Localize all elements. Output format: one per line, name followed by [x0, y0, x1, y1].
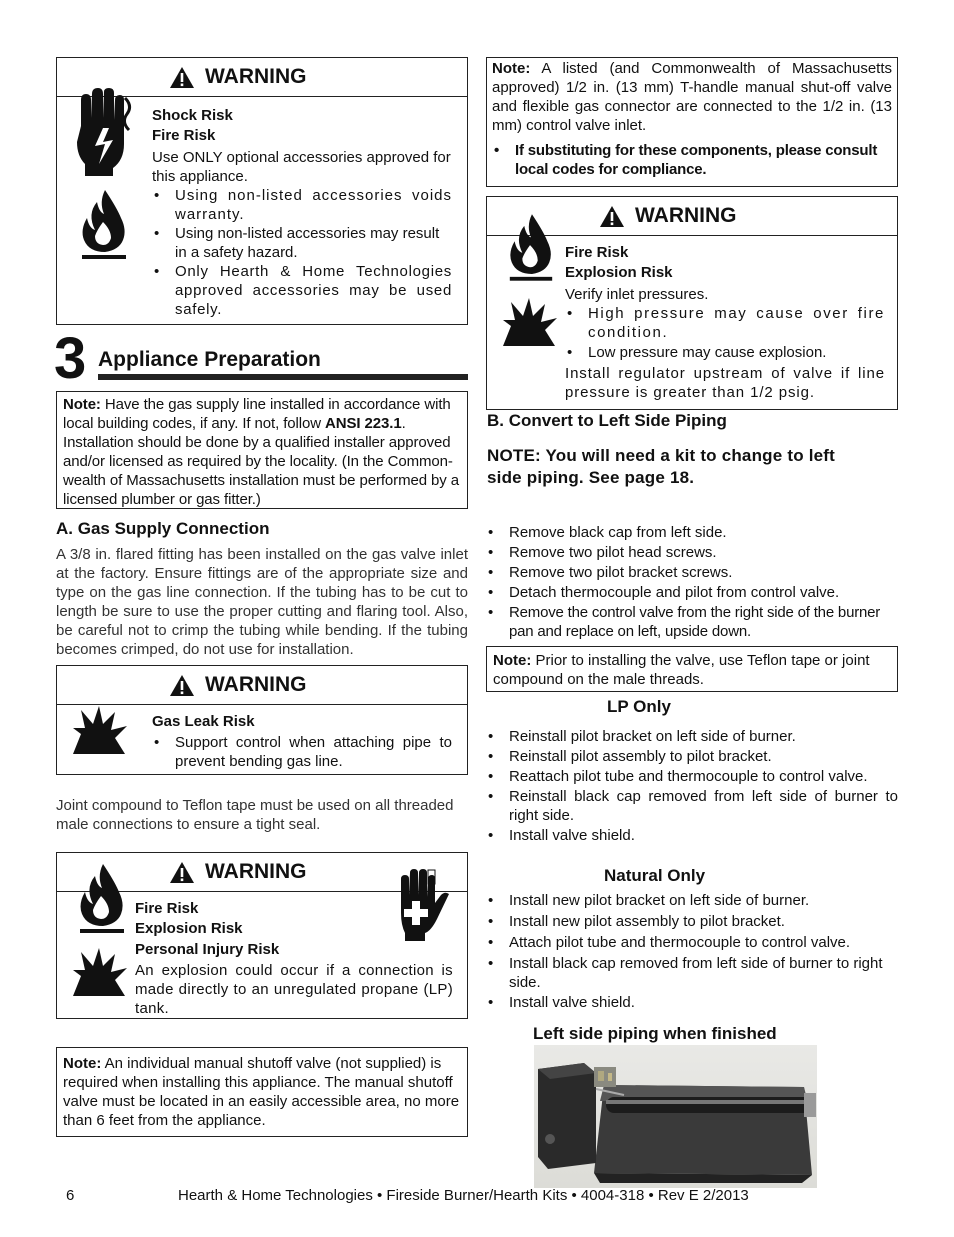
note-box-listed-valve — [486, 57, 898, 187]
natural-bullet-list — [486, 891, 898, 1012]
note-text: Have the gas supply line installed in accordance with local building codes, if any. If not, follow — [63, 396, 451, 432]
note-text: An individual manual shutoff valve (not supplied) is required when installing this appliance. The manual shutoff valve must be located in an easily accessible area, no more than 6 feet from the appliance. — [63, 1055, 460, 1129]
subsection-title: B. Convert to Left Side Piping — [487, 411, 727, 430]
list-item: • Low pressure may cause explosion. — [565, 343, 885, 362]
risk-label-fire: Fire Risk — [565, 244, 629, 261]
explosion-icon — [71, 945, 129, 1001]
list-item: • Install new pilot assembly to pilot bracket. — [486, 912, 898, 931]
photo-caption: Left side piping when finished — [533, 1024, 777, 1043]
burner-assembly-illustration — [534, 1045, 817, 1188]
warning-title: WARNING — [205, 860, 307, 883]
list-item: • Only Hearth & Home Technologies approved accessories may be used safely. — [152, 262, 452, 319]
risk-label-explosion: Explosion Risk — [135, 920, 243, 937]
lp-only-heading: LP Only — [607, 697, 671, 716]
list-item: • Remove two pilot bracket screws. — [486, 563, 898, 582]
footer-text: Hearth & Home Technologies • Fireside Burner/Hearth Kits • 4004-318 • Rev E 2/2013 — [178, 1187, 749, 1204]
note-box-shutoff — [56, 1047, 468, 1137]
warning-triangle-icon — [169, 674, 195, 697]
list-item: • Install valve shield. — [486, 993, 898, 1012]
page-number: 6 — [66, 1187, 75, 1204]
lp-bullet-list — [486, 727, 898, 845]
note-box-teflon — [486, 646, 898, 692]
section-rule — [98, 374, 468, 380]
warning-intro: Verify inlet pressures. — [565, 286, 709, 303]
warning-outro: Install regulator upstream of valve if line pressure is greater than 1/2 psig. — [565, 365, 885, 401]
warning-bullet-list — [152, 186, 452, 319]
risk-label-fire: Fire Risk — [135, 900, 199, 917]
burner-photo — [534, 1045, 817, 1188]
section-number: 3 — [54, 326, 85, 391]
list-item: • Reattach pilot tube and thermocouple to control valve. — [486, 767, 898, 786]
note-label: Note: — [492, 60, 531, 77]
section-b-note: NOTE: You will need a kit to change to left side piping. See page 18. — [487, 446, 836, 487]
explosion-icon — [71, 706, 129, 756]
list-item: • High pressure may cause over fire condition. — [565, 304, 885, 342]
list-item: • Remove the control valve from the right side of the burner pan and replace on left, upside down. — [486, 603, 898, 641]
section-title: Appliance Preparation — [98, 348, 321, 371]
list-item: • Install black cap removed from left side of burner to right side. — [486, 954, 898, 992]
list-item: • Support control when attaching pipe to prevent bending gas line. — [152, 733, 452, 771]
list-item: • Remove two pilot head screws. — [486, 543, 898, 562]
gas-supply-body: A 3/8 in. flared fitting has been installed on the gas valve inlet at the factory. Ensure fittings are of the appropriate size and type on the gas line connection. If the tubing has to be cut to length be sure to use the proper cutting and flaring tool. Also, be careful not to crimp the tubing while bending. If the tubing becomes crimped, do not use for installation. — [56, 546, 468, 658]
section-b-bullet-list — [486, 523, 898, 641]
note-text-cont: . Installation should be done by a qualified installer approved and/or licensed as required by the locality. (In the Common-wealth of Massachusetts installation must be performed by a licensed plumber or gas fitter.) — [63, 415, 459, 508]
list-item: • Reinstall pilot assembly to pilot bracket. — [486, 747, 898, 766]
note-bullet-list — [492, 141, 892, 179]
explosion-icon — [501, 295, 559, 351]
note-text: Prior to installing the valve, use Teflon tape or joint compound on the male threads. — [493, 652, 870, 688]
list-item: • Install valve shield. — [486, 826, 898, 845]
warning-bullet-list — [565, 304, 885, 362]
risk-label-fire: Fire Risk — [152, 127, 216, 144]
warning-body: An explosion could occur if a connection is made directly to an unregulated propane (LP) tank. — [135, 962, 453, 1017]
list-item: • Install new pilot bracket on left side of burner. — [486, 891, 898, 910]
note-box-gas-supply — [56, 391, 468, 509]
list-item: • Using non-listed accessories may result in a safety hazard. — [152, 224, 452, 262]
risk-label-shock: Shock Risk — [152, 107, 233, 124]
flame-icon — [75, 859, 129, 937]
warning-box-explosion — [56, 852, 468, 1019]
ansi-code: ANSI 223.1 — [325, 415, 402, 432]
list-item: • If substituting for these components, please consult local codes for compliance. — [492, 141, 892, 179]
risk-label-injury: Personal Injury Risk — [135, 941, 280, 958]
warning-intro: Use ONLY optional accessories approved for this appliance. — [152, 149, 451, 185]
list-item: • Using non-listed accessories voids warranty. — [152, 186, 452, 224]
warning-box-gas-leak — [56, 665, 468, 775]
flame-icon — [77, 188, 131, 260]
note-label: Note: — [63, 396, 101, 413]
list-item: • Detach thermocouple and pilot from control valve. — [486, 583, 898, 602]
note-text: A listed (and Commonwealth of Massachusetts approved) 1/2 in. (13 mm) T-handle manual shut-off valve and flexible gas connector are connected to the 1/2 in. (13 mm) control valve inlet. — [492, 60, 892, 134]
joint-compound-text: Joint compound to Teflon tape must be used on all threaded male connections to ensure a tight seal. — [56, 797, 454, 833]
risk-label-gas-leak: Gas Leak Risk — [152, 713, 255, 730]
warning-bullet-list — [152, 733, 452, 771]
flame-icon — [505, 207, 557, 287]
note-label: Note: — [63, 1055, 102, 1072]
warning-title: WARNING — [635, 204, 737, 227]
warning-title: WARNING — [205, 65, 307, 88]
warning-triangle-icon — [169, 66, 195, 89]
warning-triangle-icon — [169, 861, 195, 884]
warning-title: WARNING — [205, 673, 307, 696]
warning-header — [57, 666, 467, 705]
shock-hand-icon — [73, 88, 137, 178]
risk-label-explosion: Explosion Risk — [565, 264, 673, 281]
subsection-title: A. Gas Supply Connection — [56, 519, 270, 538]
warning-triangle-icon — [599, 205, 625, 228]
list-item: • Reinstall pilot bracket on left side of burner. — [486, 727, 898, 746]
warning-box-accessories — [56, 57, 468, 325]
list-item: • Remove black cap from left side. — [486, 523, 898, 542]
list-item: • Attach pilot tube and thermocouple to control valve. — [486, 933, 898, 952]
note-label: Note: — [493, 652, 532, 669]
list-item: • Reinstall black cap removed from left side of burner to right side. — [486, 787, 898, 825]
natural-only-heading: Natural Only — [604, 866, 706, 885]
warning-box-inlet-pressure — [486, 196, 898, 410]
